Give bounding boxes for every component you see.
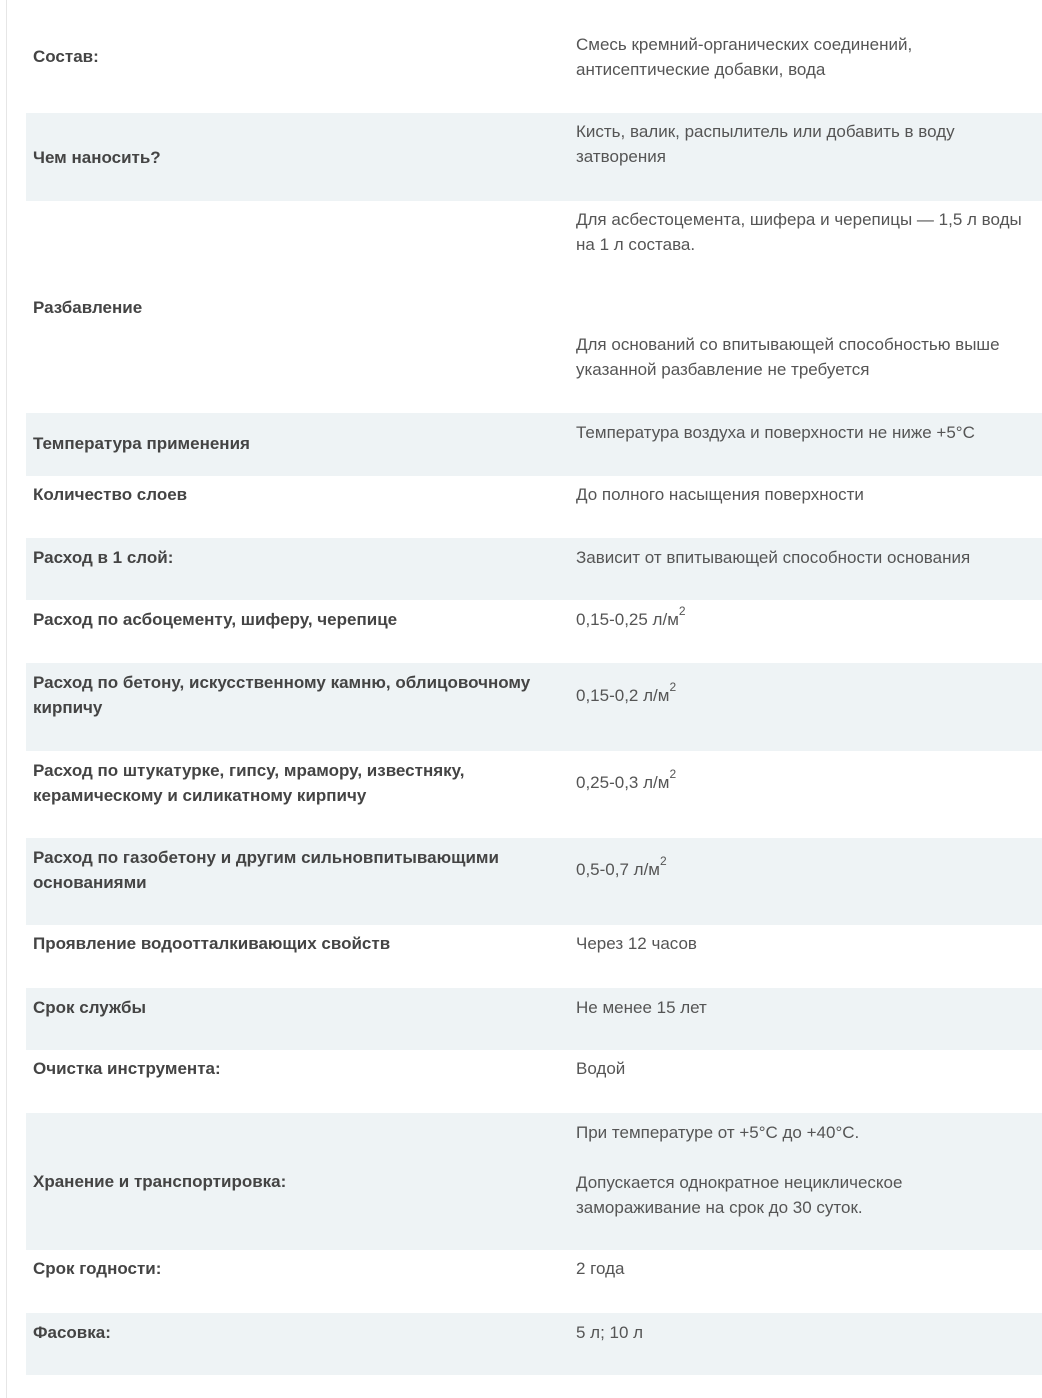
table-row — [26, 1250, 1042, 1313]
value-text — [576, 680, 1028, 708]
row-value — [569, 925, 1042, 988]
table-row — [26, 1113, 1042, 1250]
row-value — [569, 751, 1042, 838]
value-amount: 0,15-0,25 л/м — [576, 610, 679, 629]
row-label: Расход по газобетону и другим сильновпитывающими основаниями — [33, 848, 499, 892]
value-text: При температуре от +5°С до +40°С. — [576, 1123, 860, 1142]
value-text: Для оснований со впитывающей способностью выше указанной разбавление не требуется — [576, 335, 1000, 379]
row-label: Расход в 1 слой: — [33, 548, 174, 567]
value-text: Зависит от впитывающей способности основания — [576, 548, 971, 567]
value-text: Смесь кремний-органических соединений, антисептические добавки, вода — [576, 34, 913, 79]
row-value — [569, 0, 1042, 113]
value-text: Водой — [576, 1059, 626, 1078]
row-value — [569, 1113, 1042, 1250]
value-text: Через 12 часов — [576, 934, 697, 953]
row-label: Расход по асбоцементу, шиферу, черепице — [33, 610, 398, 629]
left-border-rule — [6, 0, 7, 1398]
row-label: Срок годности: — [33, 1259, 162, 1278]
unit-exponent: 2 — [678, 604, 686, 619]
table-row — [26, 0, 1042, 113]
table-row — [26, 476, 1042, 538]
value-text: До полного насыщения поверхности — [576, 485, 864, 504]
value-text — [576, 604, 1028, 632]
value-text: Допускается однократное нециклическое замораживание на срок до 30 суток. — [576, 1173, 903, 1217]
table-row — [26, 113, 1042, 201]
row-value — [569, 838, 1042, 925]
value-text: 5 л; 10 л — [576, 1323, 644, 1342]
row-label: Количество слоев — [33, 485, 188, 504]
row-label: Хранение и транспортировка: — [33, 1172, 287, 1191]
value-amount: 0,15-0,2 л/м — [576, 686, 670, 705]
value-text — [576, 767, 1028, 795]
value-text: Кисть, валик, распылитель или добавить в воду затворения — [576, 122, 955, 166]
row-value — [569, 413, 1042, 476]
row-value — [569, 1313, 1042, 1375]
table-row — [26, 988, 1042, 1050]
row-label: Фасовка: — [33, 1323, 111, 1342]
value-text — [576, 854, 1028, 882]
table-row — [26, 413, 1042, 476]
row-value — [569, 476, 1042, 538]
table-row — [26, 1313, 1042, 1375]
value-amount: 0,5-0,7 л/м — [576, 860, 660, 879]
row-value — [569, 201, 1042, 413]
table-row — [26, 838, 1042, 925]
row-label: Проявление водоотталкивающих свойств — [33, 934, 391, 953]
value-text: Не менее 15 лет — [576, 998, 707, 1017]
table-row — [26, 751, 1042, 838]
row-value — [569, 1250, 1042, 1313]
value-amount: 0,25-0,3 л/м — [576, 773, 670, 792]
row-label: Расход по штукатурке, гипсу, мрамору, известняку, керамическому и силикатному кирпичу — [33, 761, 465, 805]
value-text: Температура воздуха и поверхности не ниже +5°С — [576, 423, 975, 442]
row-label: Температура применения — [33, 434, 250, 453]
table-row — [26, 538, 1042, 600]
unit-exponent: 2 — [669, 767, 677, 782]
unit-exponent: 2 — [659, 854, 667, 869]
row-label: Чем наносить? — [33, 147, 161, 167]
row-value — [569, 1050, 1042, 1113]
table-row — [26, 201, 1042, 413]
row-value — [569, 663, 1042, 751]
row-label: Состав: — [33, 47, 99, 66]
row-label: Разбавление — [33, 297, 143, 317]
table-row — [26, 600, 1042, 663]
row-label: Срок службы — [33, 998, 147, 1017]
row-value — [569, 113, 1042, 201]
row-label: Очистка инструмента: — [33, 1059, 221, 1078]
row-value — [569, 538, 1042, 600]
row-value — [569, 988, 1042, 1050]
table-row — [26, 1050, 1042, 1113]
value-text: 2 года — [576, 1259, 625, 1278]
unit-exponent: 2 — [669, 680, 677, 695]
specifications-table — [26, 0, 1042, 1375]
row-value — [569, 600, 1042, 663]
table-row — [26, 663, 1042, 751]
table-row — [26, 925, 1042, 988]
value-text: Для асбестоцемента, шифера и черепицы — 1,5 л воды на 1 л состава. — [576, 210, 1022, 254]
row-label: Расход по бетону, искусственному камню, облицовочному кирпичу — [33, 673, 531, 717]
